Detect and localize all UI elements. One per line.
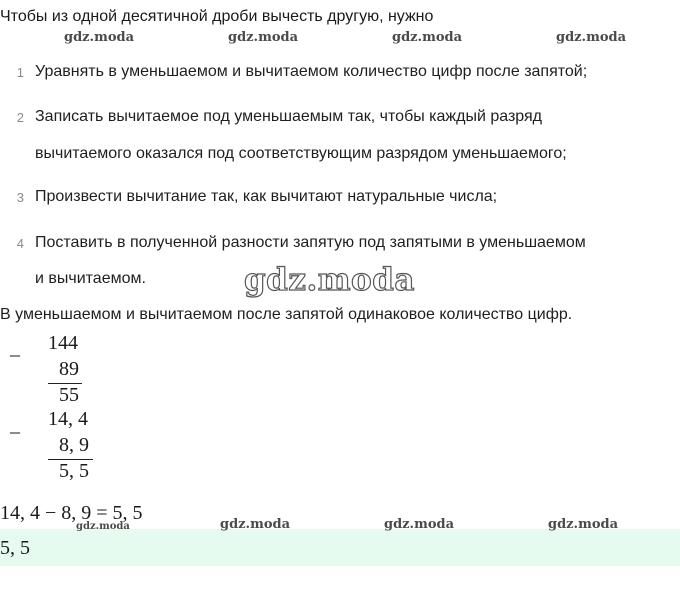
minuend: 14, 4 — [48, 408, 88, 430]
step-text: Произвести вычитание так, как вычитают натуральные числа; — [35, 188, 498, 205]
watermark: gdz.moda — [384, 517, 455, 532]
watermark-large: gdz.moda — [244, 262, 415, 298]
difference: 55 — [59, 384, 79, 406]
step-number: 3 — [16, 190, 24, 205]
step-text: вычитаемого оказался под соответствующим разрядом уменьшаемого; — [35, 145, 567, 162]
answer-highlight — [0, 529, 680, 566]
subtrahend: 8, 9 — [59, 434, 89, 456]
step-number: 2 — [16, 110, 24, 125]
minuend: 144 — [48, 332, 78, 354]
watermark: gdz.moda — [64, 30, 135, 45]
step-text: Уравнять в уменьшаемом и вычитаемом количество цифр после запятой; — [35, 63, 588, 80]
step-text: Поставить в полученной разности запятую под запятыми в уменьшаемом — [35, 234, 586, 251]
watermark: gdz.moda — [556, 30, 627, 45]
watermark: gdz.moda — [76, 521, 130, 532]
step-number: 4 — [16, 236, 24, 251]
intro-text: Чтобы из одной десятичной дроби вычесть другую, нужно — [0, 8, 434, 25]
watermark: gdz.moda — [548, 517, 619, 532]
note-text: В уменьшаемом и вычитаемом после запятой одинаковое количество цифр. — [0, 306, 573, 323]
equation: 14, 4 − 8, 9 = 5, 5 — [0, 502, 143, 524]
watermark: gdz.moda — [392, 30, 463, 45]
step-text: Записать вычитаемое под уменьшаемым так, чтобы каждый разряд — [35, 108, 543, 125]
step-text: и вычитаемом. — [35, 270, 146, 287]
subtrahend: 89 — [59, 358, 79, 380]
difference: 5, 5 — [59, 460, 89, 482]
watermark: gdz.moda — [220, 517, 291, 532]
answer: 5, 5 — [0, 537, 30, 559]
watermark: gdz.moda — [228, 30, 299, 45]
minus-sign: _ — [10, 337, 20, 359]
step-number: 1 — [16, 65, 24, 80]
minus-sign: _ — [10, 414, 20, 436]
